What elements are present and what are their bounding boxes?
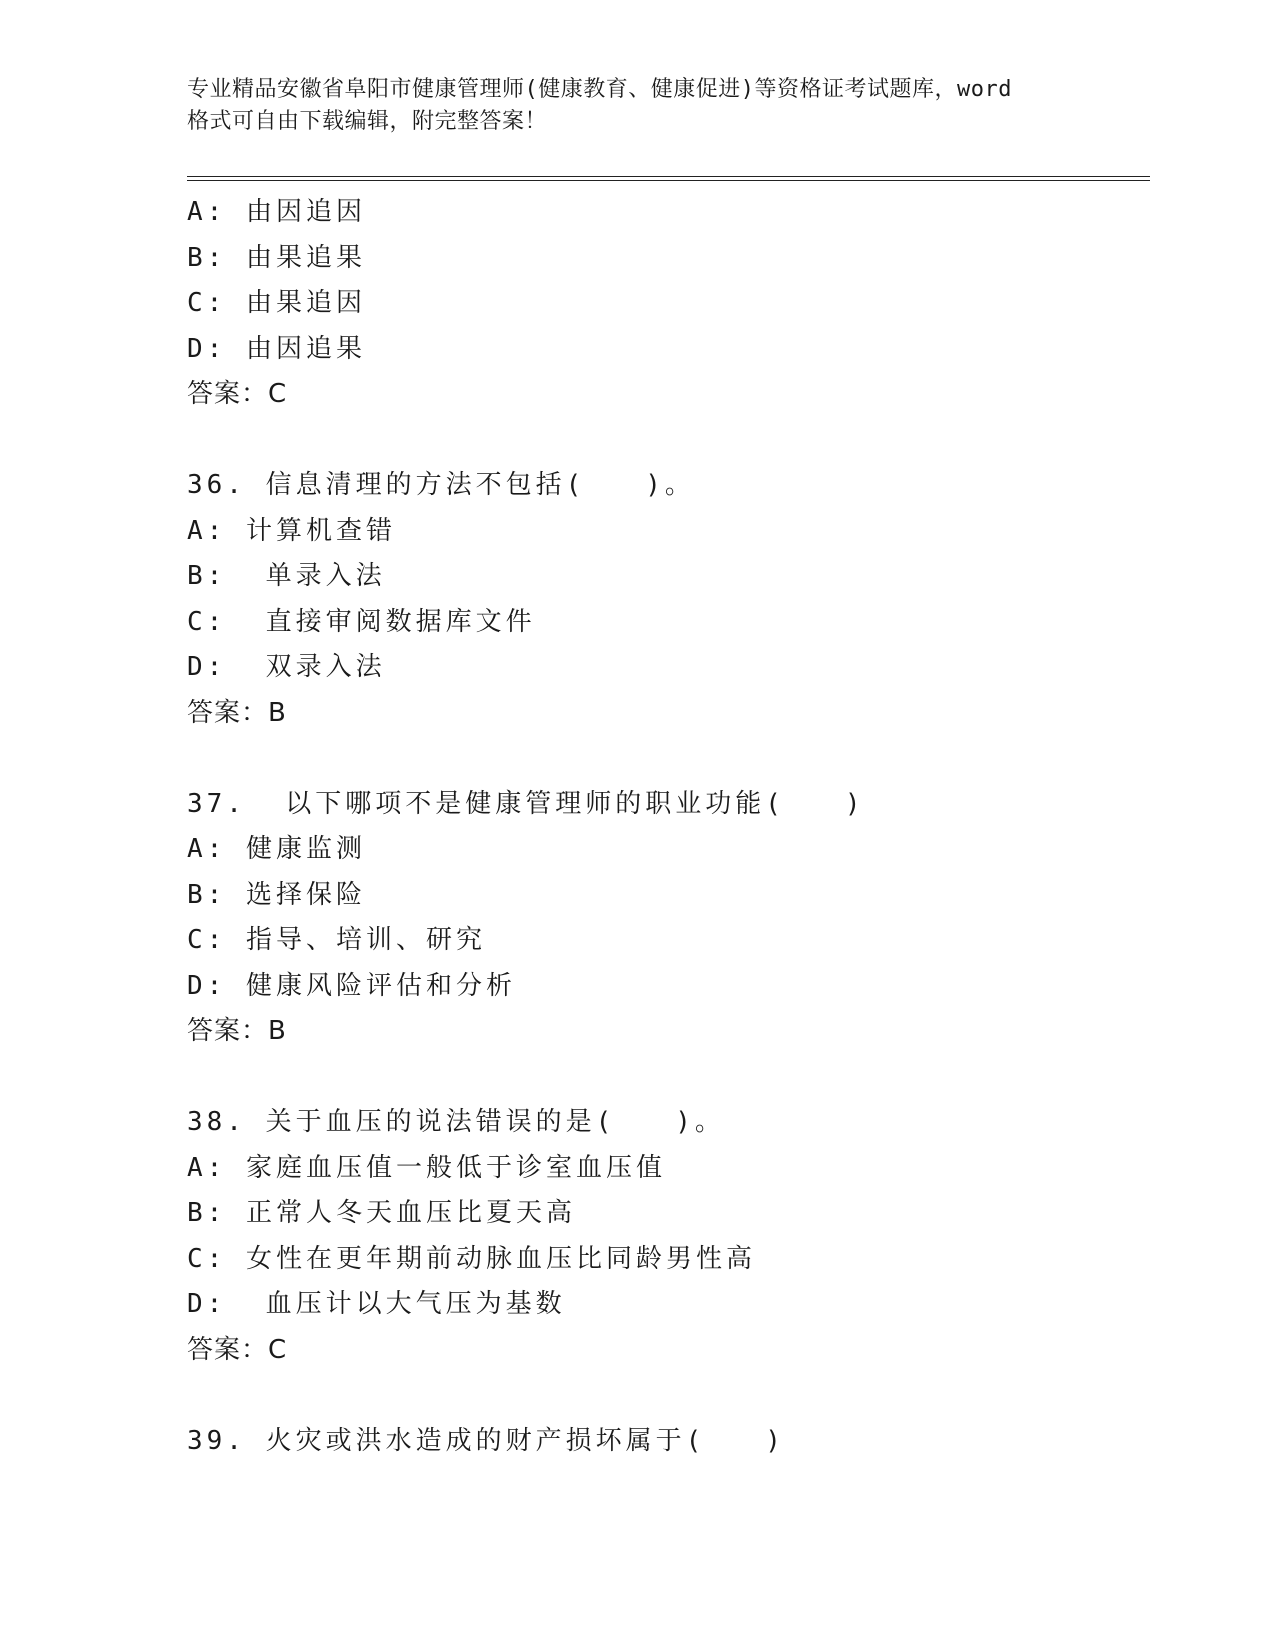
option-a: A: 健康监测 (187, 834, 366, 864)
option-c: C: 直接审阅数据库文件 (187, 606, 536, 637)
option-d: D: 由因追果 (187, 333, 366, 364)
question-text: 37. 以下哪项不是健康管理师的职业功能( ) (187, 788, 865, 819)
header-line-2: 格式可自由下载编辑，附完整答案！ (187, 109, 548, 134)
answer-line: 答案：B (187, 697, 287, 728)
answer-line: 答案：C (187, 1334, 288, 1365)
document-page (187, 0, 1150, 1650)
question-36 (187, 463, 1150, 736)
question-37 (187, 782, 1150, 1055)
option-a: A: 计算机查错 (187, 515, 396, 546)
option-b: B: 单录入法 (187, 561, 386, 591)
question-39 (187, 1419, 1150, 1465)
option-a: A: 家庭血压值一般低于诊室血压值 (187, 1152, 666, 1183)
question-text: 39. 火灾或洪水造成的财产损坏属于( ) (187, 1425, 785, 1456)
option-b: B: 由果追果 (187, 242, 366, 273)
option-b: B: 正常人冬天血压比夏天高 (187, 1198, 576, 1228)
option-d: D: 健康风险评估和分析 (187, 970, 516, 1001)
spacer (187, 1055, 1150, 1101)
option-a: A: 由因追因 (187, 197, 366, 227)
option-c: C: 指导、培训、研究 (187, 925, 486, 955)
answer-line: 答案：B (187, 1016, 287, 1046)
answer-line: 答案：C (187, 379, 288, 409)
question-text: 36. 信息清理的方法不包括( )。 (187, 470, 695, 500)
option-d: D: 双录入法 (187, 652, 386, 682)
question-38 (187, 1100, 1150, 1373)
document-header (187, 74, 1087, 138)
spacer (187, 1373, 1150, 1419)
option-b: B: 选择保险 (187, 879, 366, 910)
question-text: 38. 关于血压的说法错误的是( )。 (187, 1107, 725, 1137)
header-line-1: 专业精品安徽省阜阳市健康管理师(健康教育、健康促进)等资格证考试题库，word (187, 77, 1012, 102)
header-divider (187, 176, 1150, 181)
question-35 (187, 190, 1150, 418)
spacer (187, 418, 1150, 464)
option-c: C: 女性在更年期前动脉血压比同龄男性高 (187, 1243, 756, 1274)
option-c: C: 由果追因 (187, 288, 366, 318)
question-list (187, 190, 1150, 1464)
option-d: D: 血压计以大气压为基数 (187, 1289, 566, 1319)
spacer (187, 736, 1150, 782)
